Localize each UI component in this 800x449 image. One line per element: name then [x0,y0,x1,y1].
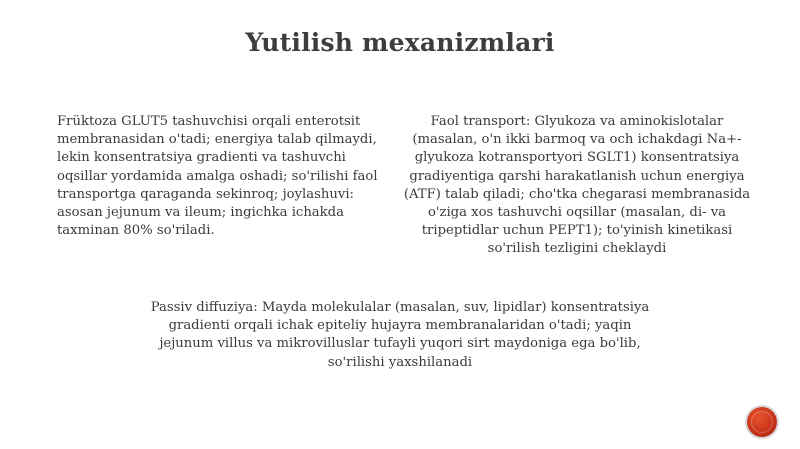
slide-title: Yutilish mexanizmlari [245,28,555,57]
red-circle-icon[interactable] [747,407,777,437]
passive-diffusion-text: Passiv diffuziya: Mayda molekulalar (masalan, suv, lipidlar) konsentratsiya gradienti orqali ichak epiteliy hujayra membranalaridan o'tadi; yaqin jejunum villus va mikrovilluslar tufayli yuqori sirt maydoniga ega bo'lib, so'rilishi yaxshilanadi [150,300,650,370]
active-transport-text: Faol transport: Glyukoza va aminokislotalar (masalan, o'n ikki barmoq va och ichakdagi Na+-glyukoza kotransportyori SGLT1) konsentratsiya gradiyentiga qarshi harakatlanish uchun energiya (ATF) talab qiladi; cho'tka chegarasi membranasida o'ziga xos tashuvchi oqsillar (masalan, di- va tripeptidlar uchun PEPT1); to'yinish kinetikasi so'rilish tezligini cheklaydi [403,114,751,257]
fructose-transport-text: Früktoza GLUT5 tashuvchisi orqali enterotsit membranasidan o'tadi; energiya talab qilmaydi, lekin konsentratsiya gradienti va tashuvchi oqsillar yordamida amalga oshadi; so'rilishi faol transportga qaraganda sekinroq; joylashuvi: asosan jejunum va ileum; ingichka ichakda taxminan 80% so'riladi. [57,114,378,239]
